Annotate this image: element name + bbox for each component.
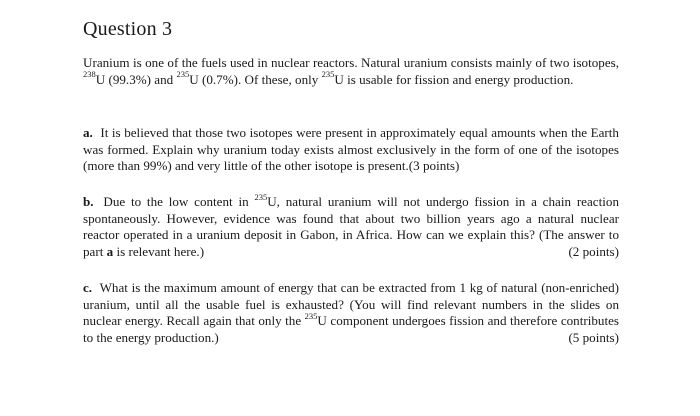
intro-text-1: Uranium is one of the fuels used in nuclear reactors. Natural uranium consists mainly of two isotopes, [83, 55, 619, 70]
part-a-text: It is believed that those two isotopes were present in approximately equal amounts when the Earth was formed. Explain why uranium today exists almost exclusively in the form of one of the isotopes (more than 99%) and very little of the other isotope is present. [83, 125, 619, 174]
part-c-text-1: What is the maximum amount of energy that can be extracted from 1 kg of natural (non-enriched) uranium, until all the usable fuel is exhausted? (You will find relevant numbers in the slides on nuclear energy. Recall again that only the [83, 280, 619, 329]
question-title: Question 3 [83, 18, 173, 40]
isotope-238-mass: 238 [83, 69, 96, 80]
part-c-isotope-mass: 235 [304, 310, 318, 321]
intro-text-4: U is usable for fission and energy production. [334, 71, 574, 87]
part-c-paragraph [83, 280, 619, 346]
part-b-text-1: Due to the low content in [103, 194, 255, 209]
part-b-points: (2 points) [568, 243, 619, 259]
part-b-text-2: U, natural uranium will not undergo fission in a chain reaction spontaneously. However, evidence was found that about two billion years ago a natural nuclear reactor operated in a uranium deposit in Gabon, in Africa. How can we explain this? (The answer to part [83, 194, 619, 259]
part-a-paragraph [83, 125, 619, 175]
intro-paragraph [83, 55, 619, 88]
part-b-label: b. [83, 194, 94, 209]
part-a-points: (3 points) [408, 158, 460, 174]
part-b-ref: a [106, 243, 114, 259]
isotope-235-mass: 235 [176, 69, 190, 80]
part-a-label: a. [83, 125, 93, 140]
part-c-label: c. [83, 280, 93, 295]
part-b-text-3: is relevant here.) [113, 243, 205, 259]
part-b-paragraph [83, 191, 619, 260]
part-c-points: (5 points) [568, 329, 619, 345]
part-b-isotope-mass: 235 [254, 191, 268, 202]
part-c-text-2: U component undergoes fission and therefore contributes to the energy production.) [83, 313, 619, 345]
intro-text-2: U (99.3%) and [95, 71, 177, 87]
intro-text-3: U (0.7%). Of these, only [189, 71, 322, 87]
isotope-235-mass-2: 235 [321, 69, 335, 80]
